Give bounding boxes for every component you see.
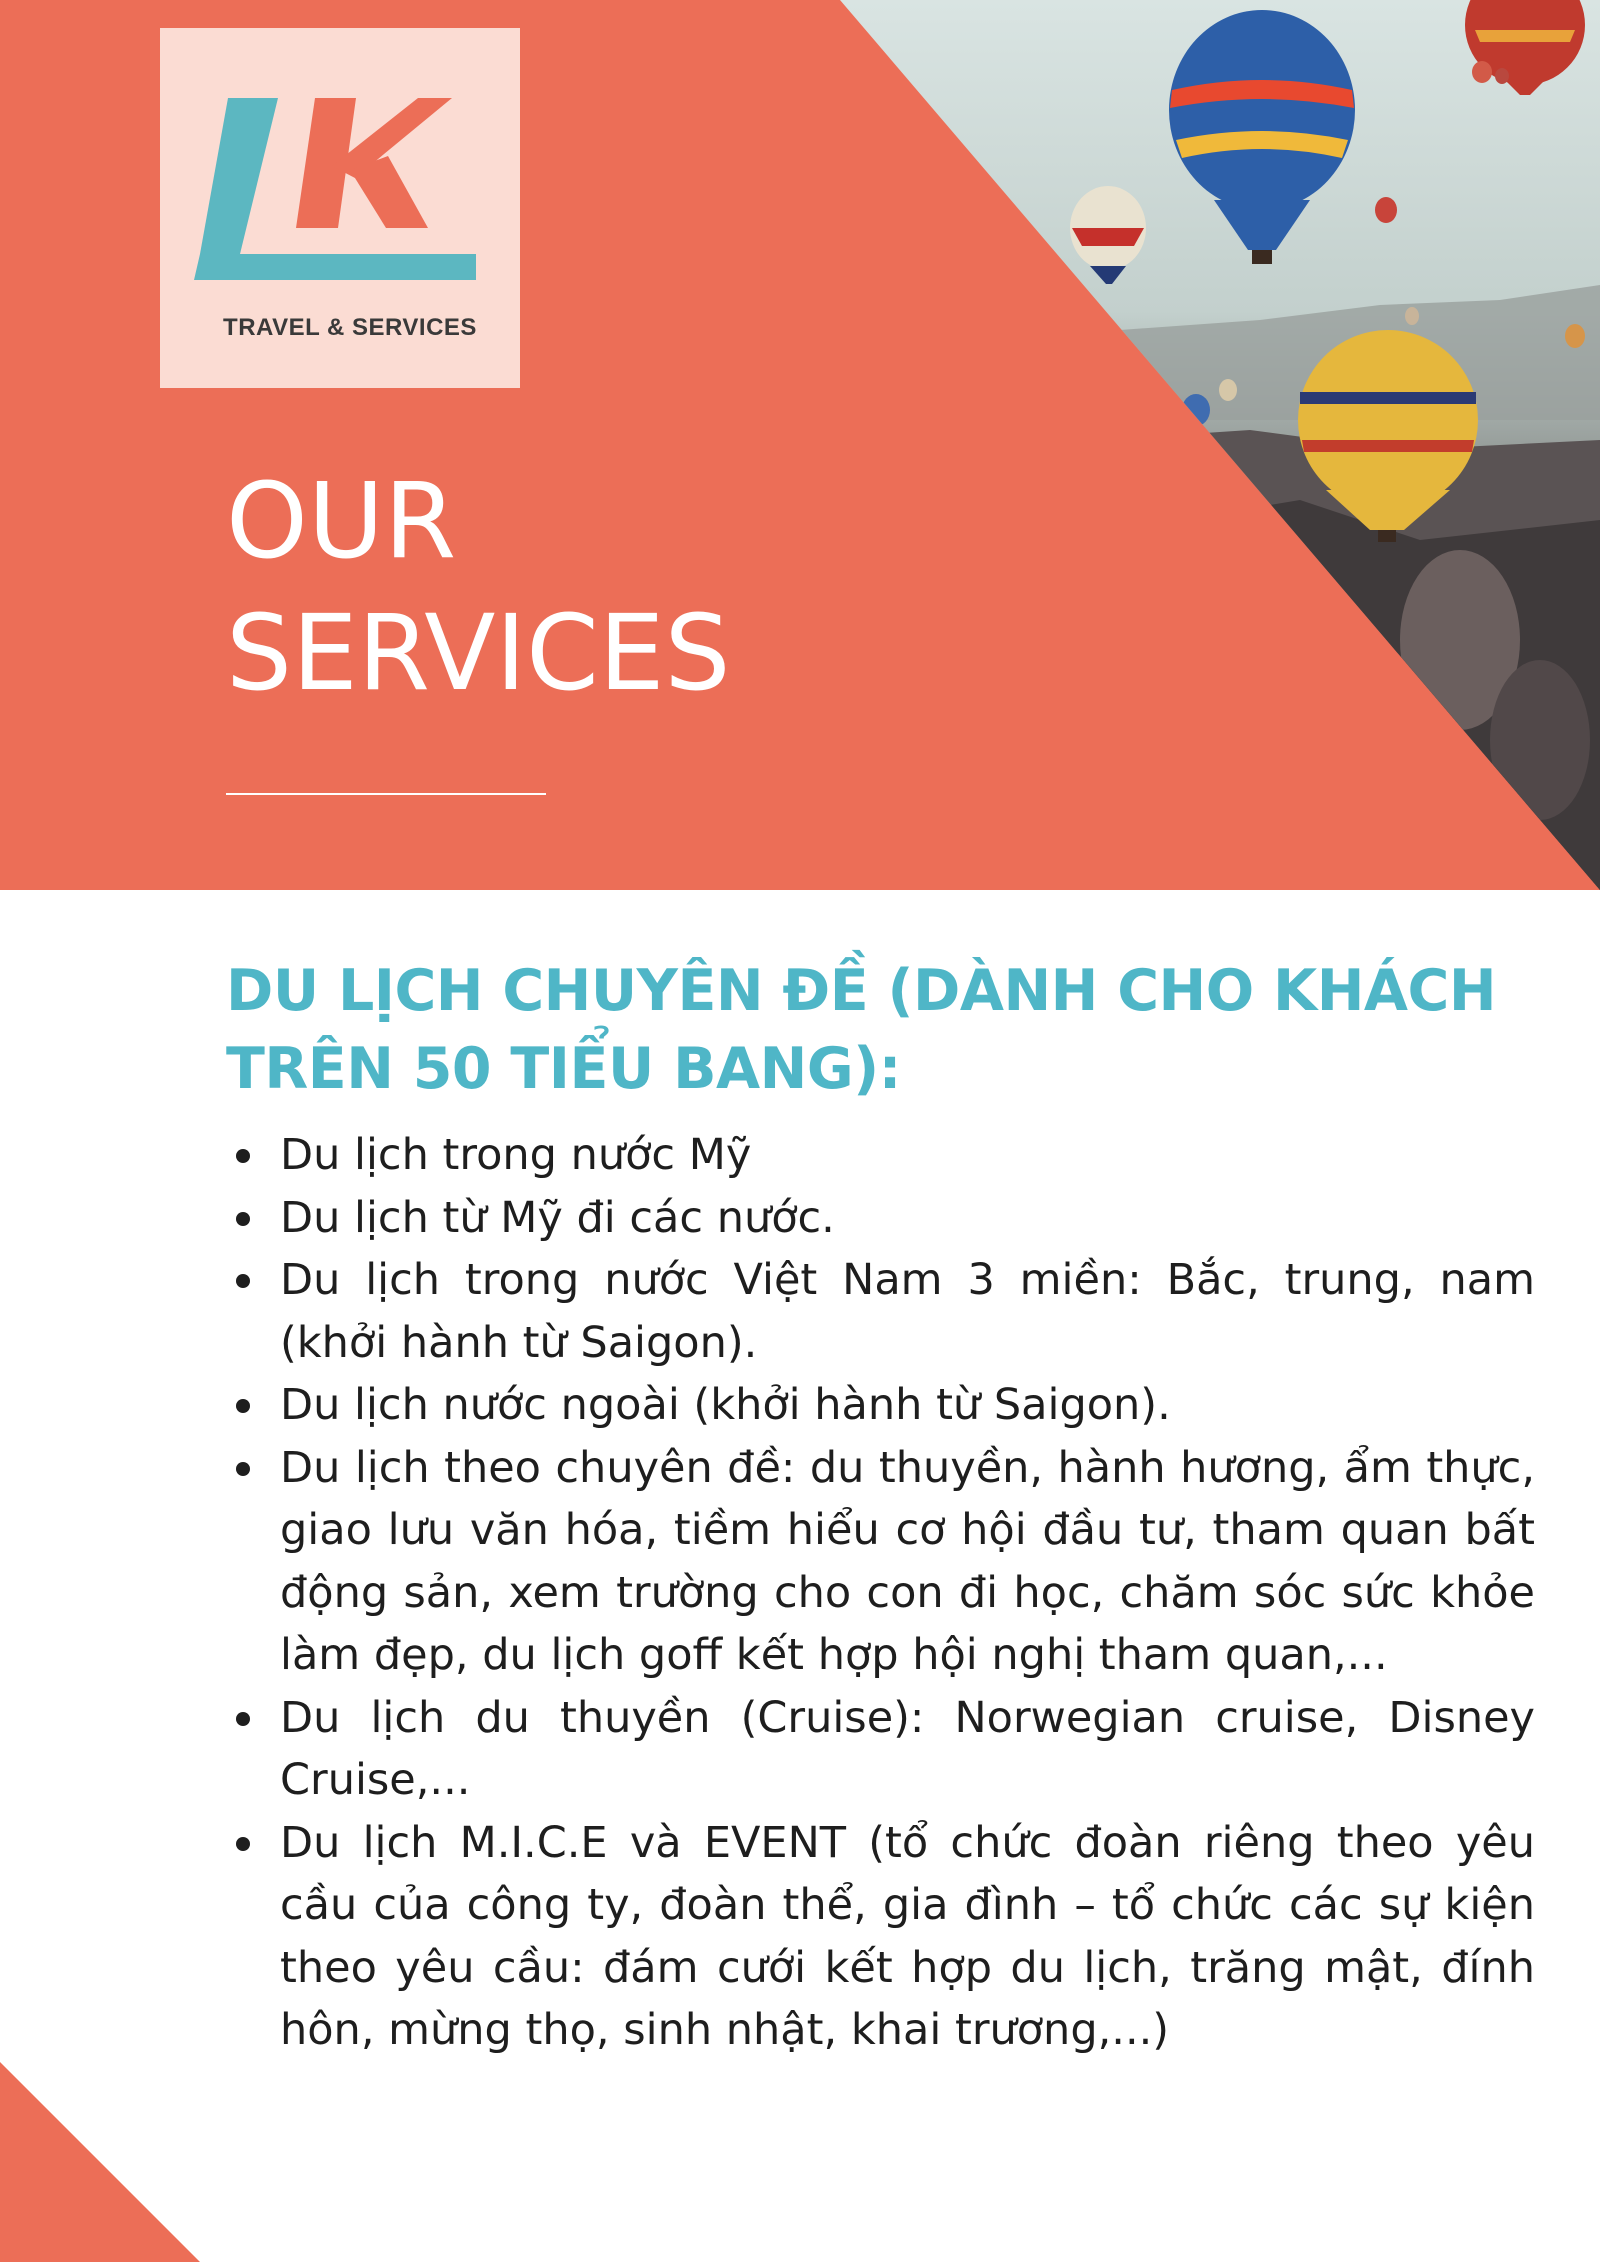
list-item: Du lịch theo chuyên đề: du thuyền, hành hương, ẩm thực, giao lưu văn hóa, tiềm hiểu cơ hội đầu tư, tham quan bất động sản, xem trường cho con đi học, chăm sóc sức khỏe làm đẹp, du lịch goff kết hợp hội nghị tham quan,... bbox=[280, 1437, 1535, 1687]
list-item: Du lịch từ Mỹ đi các nước. bbox=[280, 1187, 1535, 1250]
page-title bbox=[226, 455, 730, 719]
list-item: Du lịch du thuyền (Cruise): Norwegian cruise, Disney Cruise,... bbox=[280, 1687, 1535, 1812]
list-item: Du lịch trong nước Mỹ bbox=[280, 1124, 1535, 1187]
title-divider bbox=[226, 793, 546, 795]
list-item: Du lịch nước ngoài (khởi hành từ Saigon). bbox=[280, 1374, 1535, 1437]
list-item: Du lịch M.I.C.E và EVENT (tổ chức đoàn riêng theo yêu cầu của công ty, đoàn thể, gia đình – tổ chức các sự kiện theo yêu cầu: đám cưới kết hợp du lịch, trăng mật, đính hôn, mừng thọ, sinh nhật, khai trương,...) bbox=[280, 1812, 1535, 2062]
corner-decoration bbox=[0, 2062, 200, 2262]
list-item: Du lịch trong nước Việt Nam 3 miền: Bắc, trung, nam (khởi hành từ Saigon). bbox=[280, 1249, 1535, 1374]
title-line-2: SERVICES bbox=[226, 592, 731, 714]
brand-logo bbox=[160, 28, 520, 388]
logo-tagline: TRAVEL & SERVICES bbox=[223, 314, 477, 341]
services-list bbox=[226, 1124, 1535, 2062]
title-line-1: OUR bbox=[226, 460, 457, 582]
section-heading: DU LỊCH CHUYÊN ĐỀ (DÀNH CHO KHÁCH TRÊN 50 TIỂU BANG): bbox=[226, 958, 1497, 1102]
